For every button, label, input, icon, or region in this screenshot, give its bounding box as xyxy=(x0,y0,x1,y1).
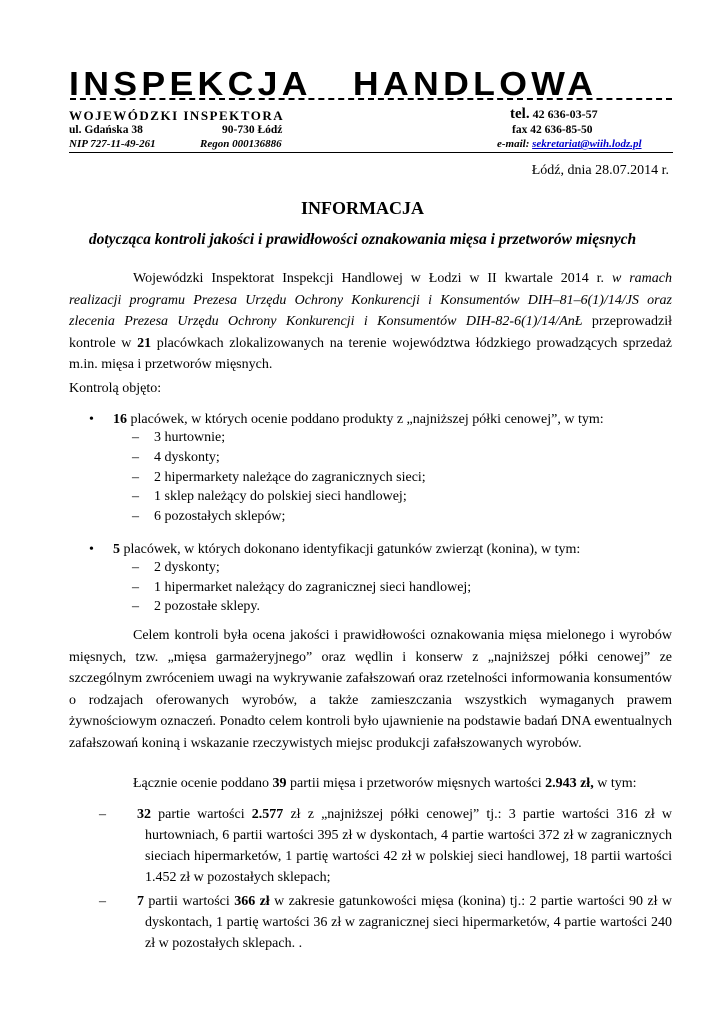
dash-glyph: – xyxy=(132,580,139,595)
bullet-1-count: 16 xyxy=(113,412,127,427)
sub-item-text: 6 pozostałych sklepów; xyxy=(154,509,286,524)
email-link[interactable]: sekretariat@wiih.lodz.pl xyxy=(532,138,642,150)
bullet-glyph: • xyxy=(89,412,94,427)
sub-item xyxy=(132,487,407,507)
dash-glyph: – xyxy=(132,560,139,575)
dash-glyph: – xyxy=(132,430,139,445)
item-1-count: 32 xyxy=(137,807,151,822)
dash-glyph: – xyxy=(132,599,139,614)
totals-text-a: Łącznie ocenie poddano xyxy=(133,776,273,791)
bullet-2-count: 5 xyxy=(113,542,120,557)
sub-item-text: 1 sklep należący do polskiej sieci handlowej; xyxy=(154,489,407,504)
sub-item-text: 1 hipermarket należący do zagranicznej sieci handlowej; xyxy=(154,580,472,595)
totals-count: 39 xyxy=(272,776,287,791)
purpose-paragraph: Celem kontroli była ocena jakości i prawidłowości oznakowania mięsa mielonego i wyrobów mięsnych, tzw. „mięsa garmażeryjnego” oraz wędlin i konserw z „najniższej półki cenowej” ze szczególnym zwróceniem uwagi na wykrywanie zafałszowań oraz rzetelności informowania konsumentów o rodzajach oferowanych wyrobów, a także zamieszczania wszystkich wymaganych prawem żywnościowym oznaczeń. Ponadto celem kontroli było ujawnienie na podstawie badań DNA ewentualnych zafałszowań koniną i wskazanie rzeczywistych miejsc produkcji zafałszowanych wyrobów. xyxy=(69,628,672,751)
item-2-text-a: partii wartości xyxy=(144,894,235,909)
sub-item xyxy=(132,558,220,578)
item-2-text-b: w zakresie gatunkowości mięsa (konina) tj.: 2 partie wartości 90 zł w dyskontach, 1 partię wartości 36 zł w zagranicznej sieci hipermarketów, 4 partie wartości 240 zł w pozostałych sklepach. . xyxy=(145,894,673,951)
intro-paragraph xyxy=(69,268,672,376)
street-address: ul. Gdańska 38 xyxy=(69,124,143,136)
document-subtitle: dotycząca kontroli jakości i prawidłowości oznakowania mięsa i przetworów mięsnych xyxy=(88,231,637,248)
nip-number: NIP 727-11-49-261 xyxy=(69,138,156,150)
sub-item-text: 2 hipermarkety należące do zagranicznych sieci; xyxy=(154,470,426,485)
bullet-1-desc: placówek, w których ocenie poddano produkty z „najniższej półki cenowej”, w tym: xyxy=(127,412,604,427)
breakdown-item-1-text xyxy=(137,804,672,888)
dash-glyph: – xyxy=(99,807,106,822)
totals-paragraph xyxy=(69,773,672,795)
sub-item-text: 3 hurtownie; xyxy=(154,430,226,445)
email-label: e-mail: xyxy=(497,138,533,150)
dash-glyph: – xyxy=(132,450,139,465)
bullet-2-text xyxy=(113,540,580,560)
logo-word-right: HANDLOWA xyxy=(352,65,598,102)
item-1-value: 2.577 xyxy=(251,807,284,822)
regon-number: Regon 000136886 xyxy=(200,138,282,150)
dash-glyph: – xyxy=(132,489,139,504)
item-1-text-a: partie wartości xyxy=(151,807,252,822)
sub-item-text: 4 dyskonty; xyxy=(154,450,220,465)
sub-item xyxy=(132,507,285,527)
dash-glyph: – xyxy=(99,894,106,909)
intro-count: 21 xyxy=(137,335,152,351)
intro-text-a: Wojewódzki Inspektorat Inspekcji Handlowej w Łodzi w II kwartale 2014 r. xyxy=(133,271,612,286)
intro-text-program: w ramach realizacji programu Prezesa Urzędu Ochrony Konkurencji i Konsumentów DIH–81–6(1)/14/JS oraz zlecenia Prezesa Urzędu Ochrony Konkurencji i Konsumentów DIH-82-6(1)/14/AnŁ xyxy=(69,271,672,329)
header-rule xyxy=(69,152,673,153)
totals-text-b: partii mięsa i przetworów mięsnych wartości xyxy=(286,776,546,791)
sub-item xyxy=(132,468,426,488)
dash-glyph: – xyxy=(132,509,139,524)
fax-number: fax 42 636-85-50 xyxy=(512,124,593,136)
sub-item xyxy=(132,578,471,598)
sub-item xyxy=(132,428,225,448)
sub-item xyxy=(132,597,260,617)
phone-number: 42 636-03-57 xyxy=(529,107,598,121)
totals-text-c: w tym: xyxy=(593,776,637,791)
phone xyxy=(510,106,598,123)
dash-glyph: – xyxy=(132,470,139,485)
city-address: 90-730 Łódź xyxy=(222,124,283,136)
sub-item-text: 2 dyskonty; xyxy=(154,560,220,575)
breakdown-item-2-text xyxy=(137,891,673,954)
totals-value: 2.943 zł, xyxy=(545,776,594,791)
org-name: WOJEWÓDZKI INSPEKTORA xyxy=(69,108,285,123)
sub-item-text: 2 pozostałe sklepy. xyxy=(154,599,261,614)
intro-text-c: przeprowadził kontrole w xyxy=(69,314,672,351)
document-date: Łódź, dnia 28.07.2014 r. xyxy=(531,163,669,178)
bullet-glyph: • xyxy=(89,542,94,557)
letterhead-logo xyxy=(69,66,725,102)
item-2-count: 7 xyxy=(137,894,144,909)
breakdown-item-1 xyxy=(99,804,672,888)
breakdown-item-2 xyxy=(99,891,673,954)
phone-label: tel. xyxy=(510,106,530,122)
document-title: INFORMACJA xyxy=(301,198,424,218)
item-1-text-b: zł z „najniższej półki cenowej” tj.: 3 partie wartości 316 zł w hurtowniach, 6 partii wartości 395 zł w dyskontach, 4 partie wartości 372 zł w zagranicznych sieciach hipermarketów, 1 partię wartości 42 zł w polskiej sieci handlowej, 18 partii wartości 1.452 zł w pozostałych sklepach; xyxy=(145,807,672,885)
bullet-1-text xyxy=(113,410,604,430)
scope-label: Kontrolą objęto: xyxy=(69,381,162,396)
sub-item xyxy=(132,448,220,468)
logo-word-left: INSPEKCJA xyxy=(69,65,312,102)
intro-text-d: placówkach zlokalizowanych na terenie województwa łódzkiego prowadzących sprzedaż m.in. mięsa i przetworów mięsnych. xyxy=(69,335,672,372)
bullet-2-desc: placówek, w których dokonano identyfikacji gatunków zwierząt (konina), w tym: xyxy=(120,542,581,557)
email xyxy=(497,138,642,150)
letterhead-dash-rule xyxy=(70,98,672,104)
item-2-value: 366 zł xyxy=(234,894,270,909)
